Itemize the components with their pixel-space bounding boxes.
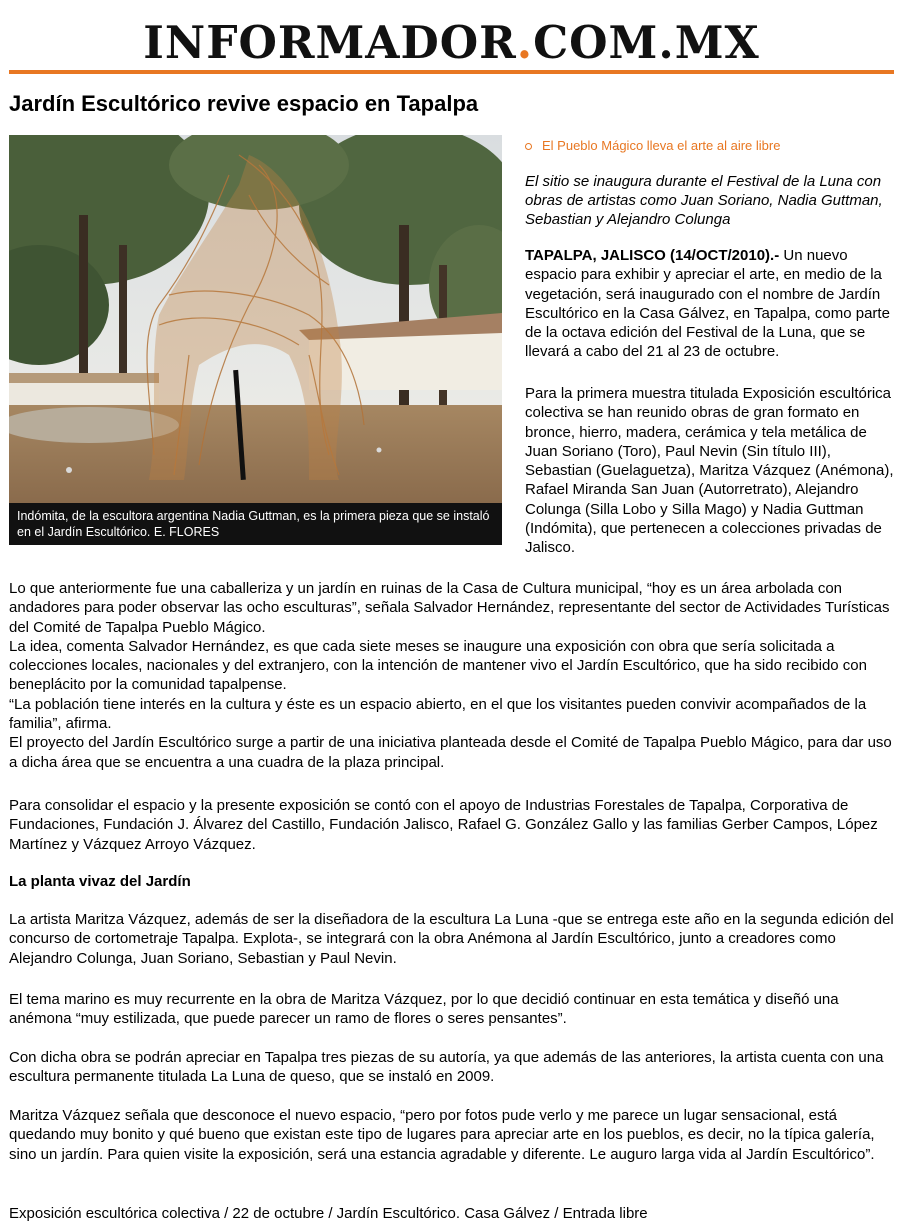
dateline: TAPALPA, JALISCO (14/OCT/2010).- <box>525 247 780 264</box>
body-paragraph-support: Para consolidar el espacio y la presente exposición se contó con el apoyo de Industrias Forestales de Tapalpa, Corporativa de Fundaciones, Fundación J. Álvarez del Castillo, Fundación Jalisco, Rafael G. González Gallo y las familias Gerber Campos, López Martínez y Vázquez Arroyo Vázquez. <box>9 797 878 853</box>
lead-text: Un nuevo espacio para exhibir y apreciar el arte, en medio de la vegetación, será inaugurado con el nombre de Jardín Escultórico en la Casa Gálvez, en Tapalpa, como parte de la octava edición del Festival de la Luna, que se llevará a cabo del 21 al 23 de octubre. <box>525 247 890 361</box>
exhibition-paragraph: Para la primera muestra titulada Exposición escultórica colectiva se han reunido obras de gran formato en bronce, hierro, madera, cerámica y tela metálica de Juan Soriano (Toro), Paul Nevin (Sin título III), Sebastian (Guelaguetza), Maritza Vázquez (Anémona), Rafael Miranda San Juan (Autorretrato), Alejandro Colunga (Silla Lobo y Silla Mago) y Nadia Guttman (Indómita), que pertenecen a colecciones privadas de Jalisco. <box>525 385 894 557</box>
sculpture-photo <box>9 135 502 503</box>
article-headline: Jardín Escultórico revive espacio en Tapalpa <box>9 91 479 116</box>
related-article-link[interactable] <box>525 137 895 155</box>
lead-paragraph <box>525 246 895 362</box>
logo-text-domain: COM.MX <box>533 16 760 69</box>
body-paragraph-pieces: Con dicha obra se podrán apreciar en Tapalpa tres piezas de su autoría, ya que además de las anteriores, la artista cuenta con una escultura permanente titulada La Luna de queso, que se instaló en 2009. <box>9 1049 884 1086</box>
site-logo[interactable] <box>9 18 894 68</box>
article-summary: El sitio se inaugura durante el Festival de la Luna con obras de artistas como Juan Soriano, Nadia Guttman, Sebastian y Alejandro Colunga <box>525 173 883 228</box>
event-info-line: Exposición escultórica colectiva / 22 de octubre / Jardín Escultórico. Casa Gálvez / Entrada libre <box>9 1205 648 1222</box>
logo-dot: . <box>516 16 534 69</box>
masthead-rule <box>9 70 894 74</box>
body-paragraph-quote: Maritza Vázquez señala que desconoce el nuevo espacio, “pero por fotos pude verlo y me parece un lugar sensacional, está quedando muy bonito y qué bueno que existan este tipo de lugares para apreciar arte en los pueblos, es decir, no la típica galería, sino un jardín. Para quien visite la exposición, será una estancia agradable y diferente. Le auguro larga vida al Jardín Escultórico”. <box>9 1107 875 1163</box>
photo-caption: Indómita, de la escultora argentina Nadia Guttman, es la primera pieza que se instaló en el Jardín Escultórico. E. FLORES <box>9 503 502 545</box>
body-block-1: Lo que anteriormente fue una caballeriza y un jardín en ruinas de la Casa de Cultura municipal, “hoy es un área arbolada con andadores para poder observar las ocho esculturas”, señala Salvador Hernández, representante del sector de Actividades Turísticas del Comité de Tapalpa Pueblo Mágico. La idea, comenta Salvador Hernández, es que cada siete meses se inaugure una exposición con obra que sería solicitada a colecciones locales, nacionales y del extranjero, con la intención de mantener vivo el Jardín Escultórico, que ha sido recibido con beneplácito por la comunidad tapalpense. “La población tiene interés en la cultura y éste es un espacio abierto, en el que los visitantes pueden convivir acompañados de la familia”, afirma. El proyecto del Jardín Escultórico surge a partir de una iniciativa planteada desde el Comité de Tapalpa Pueblo Mágico, para dar uso a dicha área que se encuentra a una cuadra de la plaza principal. <box>9 580 892 771</box>
related-link-label: El Pueblo Mágico lleva el arte al aire libre <box>542 138 781 153</box>
bullet-circle-icon <box>525 143 532 150</box>
body-paragraph-theme: El tema marino es muy recurrente en la obra de Maritza Vázquez, por lo que decidió continuar en esta temática y diseñó una anémona “muy estilizada, que puede parecer un ramo de flores o seres pensantes”. <box>9 991 839 1028</box>
section-subheading: La planta vivaz del Jardín <box>9 873 191 890</box>
article-figure <box>9 135 502 545</box>
logo-text-main: INFORMADOR <box>143 16 517 69</box>
body-paragraph-artist: La artista Maritza Vázquez, además de ser la diseñadora de la escultura La Luna -que se entrega este año en la segunda edición del concurso de cortometraje Tapalpa. Explota-, se integrará con la obra Anémona al Jardín Escultórico, junto a creadores como Alejandro Colunga, Juan Soriano, Sebastian y Paul Nevin. <box>9 911 894 967</box>
